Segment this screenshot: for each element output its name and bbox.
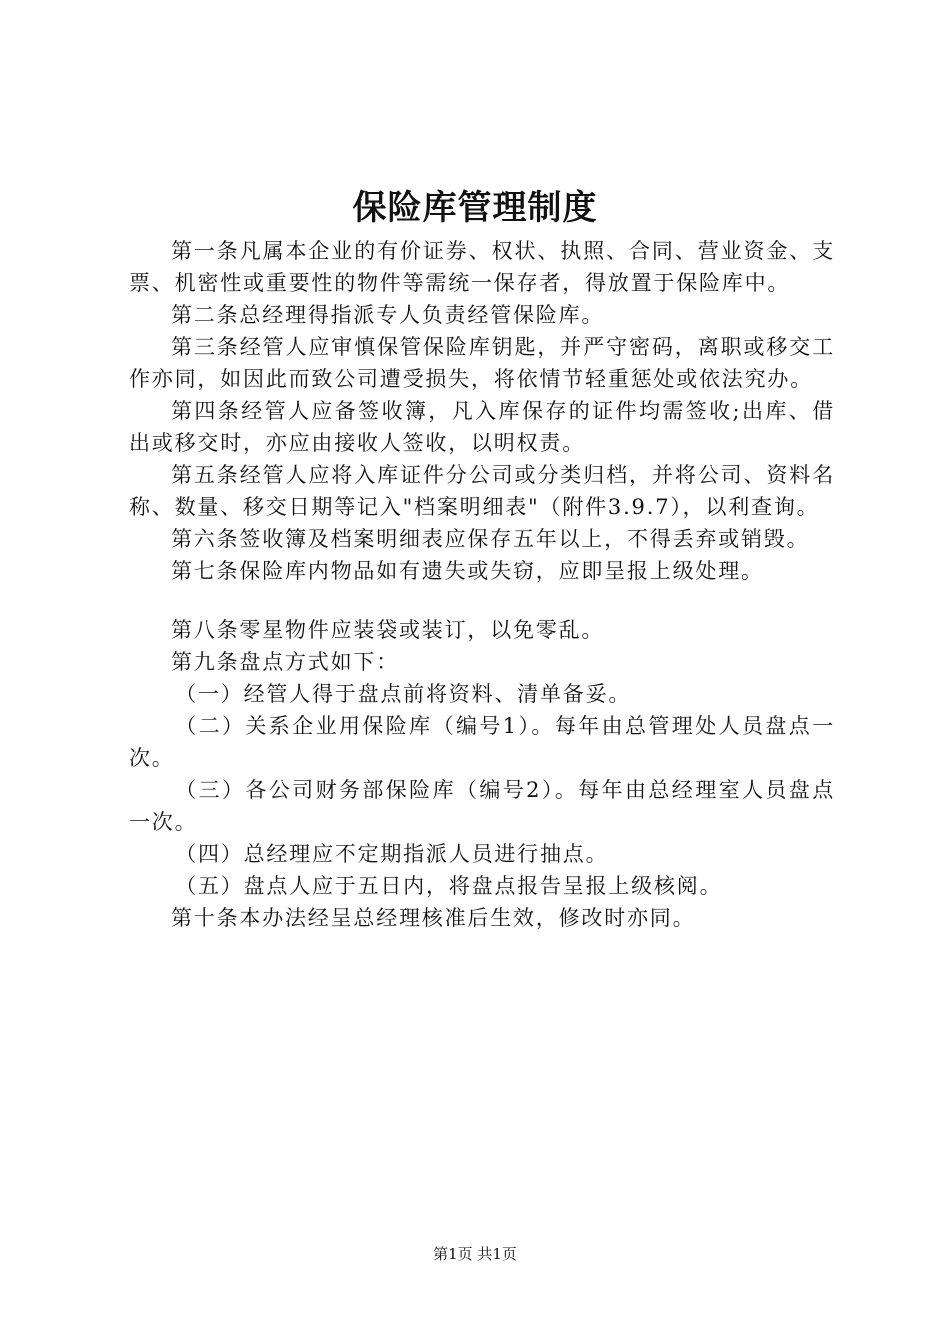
article-9-item-1: （一）经管人得于盘点前将资料、清单备妥。 [175,682,632,706]
article-4: 第四条经管人应备签收簿，凡入库保存的证件均需签收;出库、借出或移交时，亦应由接收人签收，以明权责。 [129,399,835,455]
article-10: 第十条本办法经呈总经理核准后生效，修改时亦同。 [171,906,696,930]
article-2: 第二条总经理得指派专人负责经管保险库。 [171,303,605,327]
article-5: 第五条经管人应将入库证件分公司或分类归档，并将公司、资料名称、数量、移交日期等记入"档案明细表"（附件3.9.7），以利查询。 [129,463,835,519]
article-6: 第六条签收簿及档案明细表应保存五年以上，不得丢弃或销毁。 [171,527,810,551]
document-body [129,235,835,934]
article-9-item-2: （二）关系企业用保险库（编号1）。每年由总管理处人员盘点一次。 [129,714,835,770]
article-9: 第九条盘点方式如下： [171,650,399,674]
article-1: 第一条凡属本企业的有价证券、权状、执照、合同、营业资金、支票、机密性或重要性的物件等需统一保存者，得放置于保险库中。 [129,239,835,295]
article-9-item-3: （三）各公司财务部保险库（编号2）。每年由总经理室人员盘点一次。 [129,778,835,834]
article-7: 第七条保险库内物品如有遗失或失窃，应即呈报上级处理。 [171,559,764,583]
article-3: 第三条经管人应审慎保管保险库钥匙，并严守密码，离职或移交工作亦同，如因此而致公司遭受损失，将依情节轻重惩处或依法究办。 [129,335,835,391]
page-footer: 第1页 共1页 [433,1245,517,1263]
article-8: 第八条零星物件应装袋或装订，以免零乱。 [171,618,605,642]
article-9-item-4: （四）总经理应不定期指派人员进行抽点。 [175,842,609,866]
article-9-item-5: （五）盘点人应于五日内，将盘点报告呈报上级核阅。 [175,874,723,898]
document-title: 保险库管理制度 [352,188,598,228]
